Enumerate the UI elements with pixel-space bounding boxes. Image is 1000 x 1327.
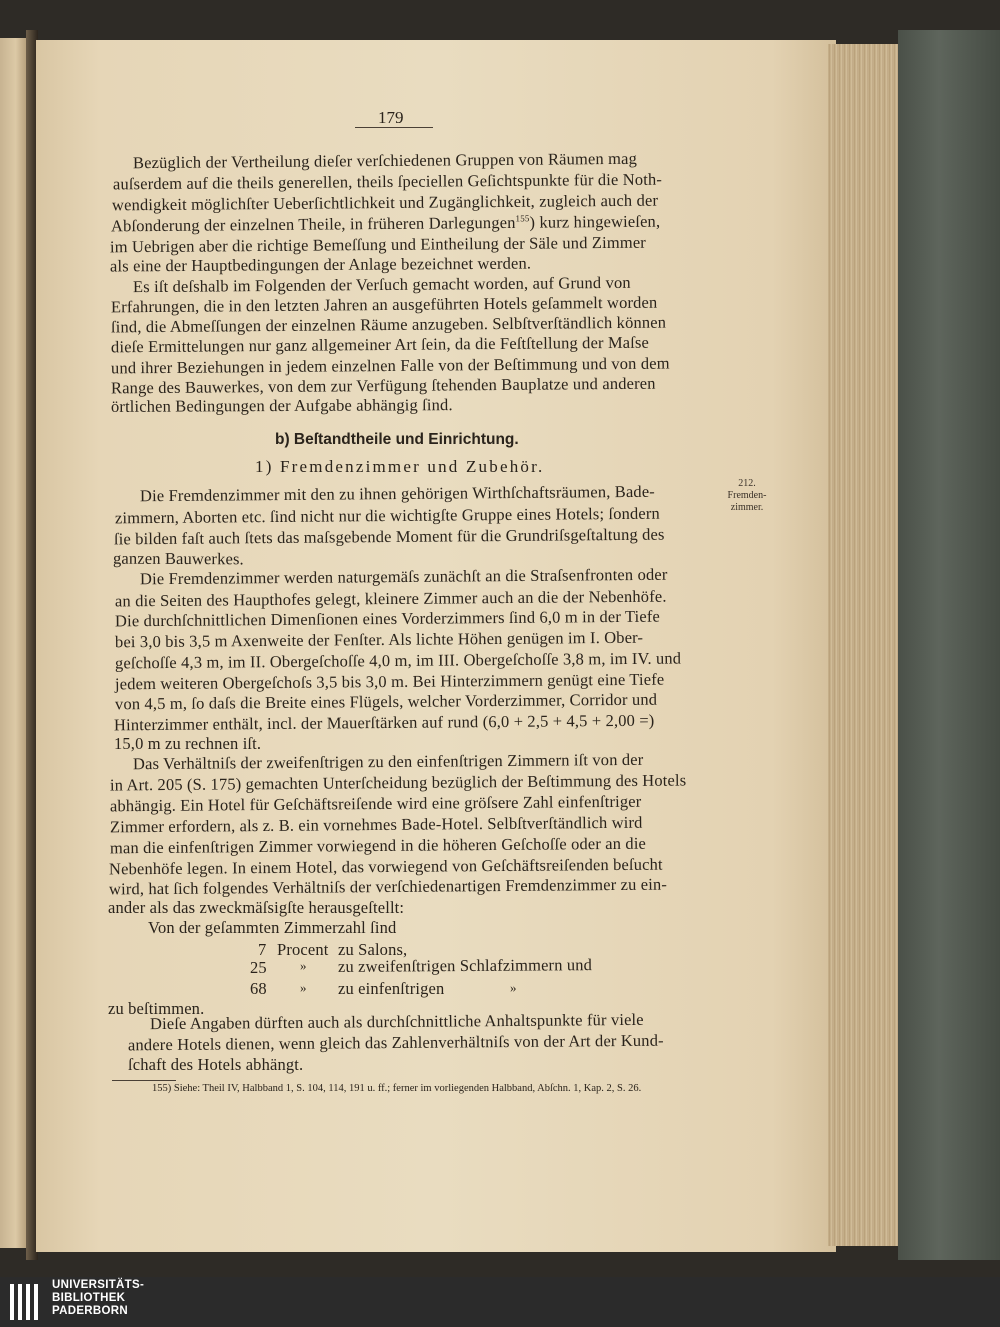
list-text: zu zweifenſtrigen Schlafzimmern und — [337, 955, 593, 976]
text-line: Die durchſchnittlichen Dimenſionen eines Vorderzimmers ſind 6,0 m in der Tiefe — [114, 606, 661, 631]
text-line: von 4,5 m, ſo daſs die Breite eines Flügels, welcher Vorderzimmer, Corridor und — [114, 689, 658, 714]
text-line: Das Verhältniſs der zweifenſtrigen zu den einfenſtrigen Zimmern iſt von der — [132, 749, 644, 774]
left-page-edge — [0, 38, 26, 1248]
ditto-mark: » — [300, 980, 307, 995]
text-line: ſie bilden faſt auch ſtets das maſsgebende Moment für die Grundriſsgeſtaltung des — [113, 524, 665, 549]
text-line: Erfahrungen, die in den letzten Jahren an ausgeführten Hotels geſammelt worden — [110, 292, 658, 317]
logo-line: UNIVERSITÄTS- — [52, 1279, 145, 1291]
text-line: als eine der Hauptbedingungen der Anlage bezeichnet werden. — [109, 253, 532, 276]
text-line: auſserdem auf die theils generellen, theils ſpeciellen Geſichtspunkte für die Noth- — [112, 169, 663, 194]
ditto-mark: » — [510, 980, 517, 995]
text-line: Es iſt deſshalb im Folgenden der Verſuch gemacht worden, auf Grund von — [132, 272, 631, 297]
list-text: zu Salons, — [338, 940, 408, 959]
text-line: ander als das zweckmäſsigſte herausgeſtellt: — [108, 898, 405, 917]
text-line: an die Seiten des Haupthofes gelegt, kleinere Zimmer auch an die der Nebenhöfe. — [114, 586, 667, 611]
text-line: ſind, die Abmeſſungen der einzelnen Räume anzugeben. Selbſtverſtändlich können — [110, 312, 667, 337]
page-edges — [828, 44, 898, 1246]
text-line: 15,0 m zu rechnen iſt. — [114, 734, 262, 753]
text-line: Nebenhöfe legen. In einem Hotel, das vorwiegend von Geſchäftsreiſenden beſucht — [108, 854, 663, 879]
text-line: jedem weiteren Obergeſchoſs 3,5 bis 3,0 m. Bei Hinterzimmern genügt eine Tiefe — [114, 669, 665, 694]
section-heading: b) Beſtandtheile und Einrichtung. — [275, 431, 519, 448]
text-line: im Uebrigen aber die richtige Bemeſſung und Eintheilung der Säle und Zimmer — [109, 232, 646, 257]
text-line: wird, hat ſich folgendes Verhältniſs der verſchiedenartigen Fremdenzimmer zu ein- — [108, 874, 668, 899]
text-line: dieſe Ermittelungen nur ganz allgemeiner Art ſein, da die Feſtſtellung der Maſse — [110, 332, 650, 357]
text-line: örtlichen Bedingungen der Aufgabe abhängig ſind. — [110, 395, 453, 416]
text-line: Zimmer erfordern, als z. B. ein vornehmes Bade-Hotel. Selbſtverſtändlich wird — [109, 812, 643, 837]
page-number-rule — [355, 127, 433, 128]
library-logo-text — [52, 1279, 144, 1318]
text-line: Dieſe Angaben dürften auch als durchſchnittliche Anhaltspunkte für viele — [149, 1009, 644, 1034]
margin-note-line: Fremden- — [727, 490, 767, 501]
footer-bar — [0, 1277, 1000, 1327]
text-line: zimmern, Aborten etc. ſind nicht nur die wichtigſte Gruppe eines Hotels; ſondern — [114, 503, 660, 528]
text-line: Bezüglich der Vertheilung dieſer verſchiedenen Gruppen von Räumen mag — [132, 148, 638, 173]
list-num: 7 — [258, 940, 267, 959]
text-line: Range des Bauwerkes, von dem zur Verfügung ſtehenden Bauplatze und anderen — [110, 373, 656, 398]
book-cover — [898, 30, 1000, 1260]
footnote-ref: 155 — [515, 213, 530, 224]
subsection-heading: 1) Fremdenzimmer und Zubehör. — [255, 457, 545, 476]
text-line: Abſonderung der einzelnen Theile, in früheren Darlegungen$^{155}$) kurz hingewieſen, — [110, 211, 661, 236]
text-line: ſchaft des Hotels abhängt. — [128, 1055, 304, 1074]
text-line: wendigkeit möglichſter Ueberſichtlichkeit und Zugänglichkeit, zugleich auch der — [111, 190, 659, 215]
margin-note — [718, 478, 776, 514]
ditto-mark: » — [300, 958, 307, 973]
logo-line: PADERBORN — [52, 1305, 128, 1317]
text-line: und ihrer Beziehungen in jedem einzelnen Falle von der Beſtimmung und von dem — [110, 353, 670, 378]
text-line: andere Hotels dienen, wenn gleich das Zahlenverhältniſs von der Art der Kund- — [127, 1030, 664, 1055]
text-line: Die Fremdenzimmer werden naturgemäſs zunächſt an die Straſsenfronten oder — [139, 564, 668, 589]
list-text: zu einfenſtrigen — [338, 979, 445, 998]
list-outro: zu beſtimmen. — [108, 999, 205, 1018]
list-num: 68 — [250, 979, 267, 998]
margin-note-line: zimmer. — [730, 502, 764, 513]
text-line: geſchoſſe 4,3 m, im II. Obergeſchoſſe 4,0 m, im III. Obergeſchoſſe 3,8 m, im IV. und — [114, 648, 682, 673]
margin-note-number: 212. — [738, 478, 756, 489]
text-line: Hinterzimmer enthält, incl. der Mauerſtärken auf rund (6,0 + 2,5 + 4,5 + 2,00 =) — [113, 710, 655, 735]
footnote: 155) Siehe: Theil IV, Halbband 1, S. 104, 114, 191 u. ff.; ferner im vorliegenden Halbband, Abſchn. 1, Kap. 2, S. 26. — [152, 1083, 642, 1094]
text-line: in Art. 205 (S. 175) gemachten Unterſcheidung bezüglich der Beſtimmung des Hotels — [109, 770, 687, 795]
list-num: 25 — [250, 958, 267, 977]
text-line: man die einfenſtrigen Zimmer vorwiegend in die höheren Geſchoſſe oder an die — [109, 833, 647, 858]
text-line: ganzen Bauwerkes. — [112, 548, 244, 569]
library-logo-icon — [8, 1282, 44, 1322]
text-line: Die Fremdenzimmer mit den zu ihnen gehörigen Wirthſchaftsräumen, Bade- — [139, 481, 655, 506]
list-unit: Procent — [277, 940, 329, 959]
text-line: bei 3,0 bis 3,5 m Axenweite der Fenſter. Als lichte Höhen genügen im I. Ober- — [114, 627, 644, 652]
text-line: abhängig. Ein Hotel für Geſchäftsreiſende wird eine gröſsere Zahl einfenſtriger — [109, 791, 642, 816]
footnote-rule — [112, 1080, 176, 1081]
page-number: 179 — [378, 108, 404, 127]
list-intro: Von der geſammten Zimmerzahl ſind — [148, 918, 397, 937]
logo-line: BIBLIOTHEK — [52, 1292, 126, 1304]
